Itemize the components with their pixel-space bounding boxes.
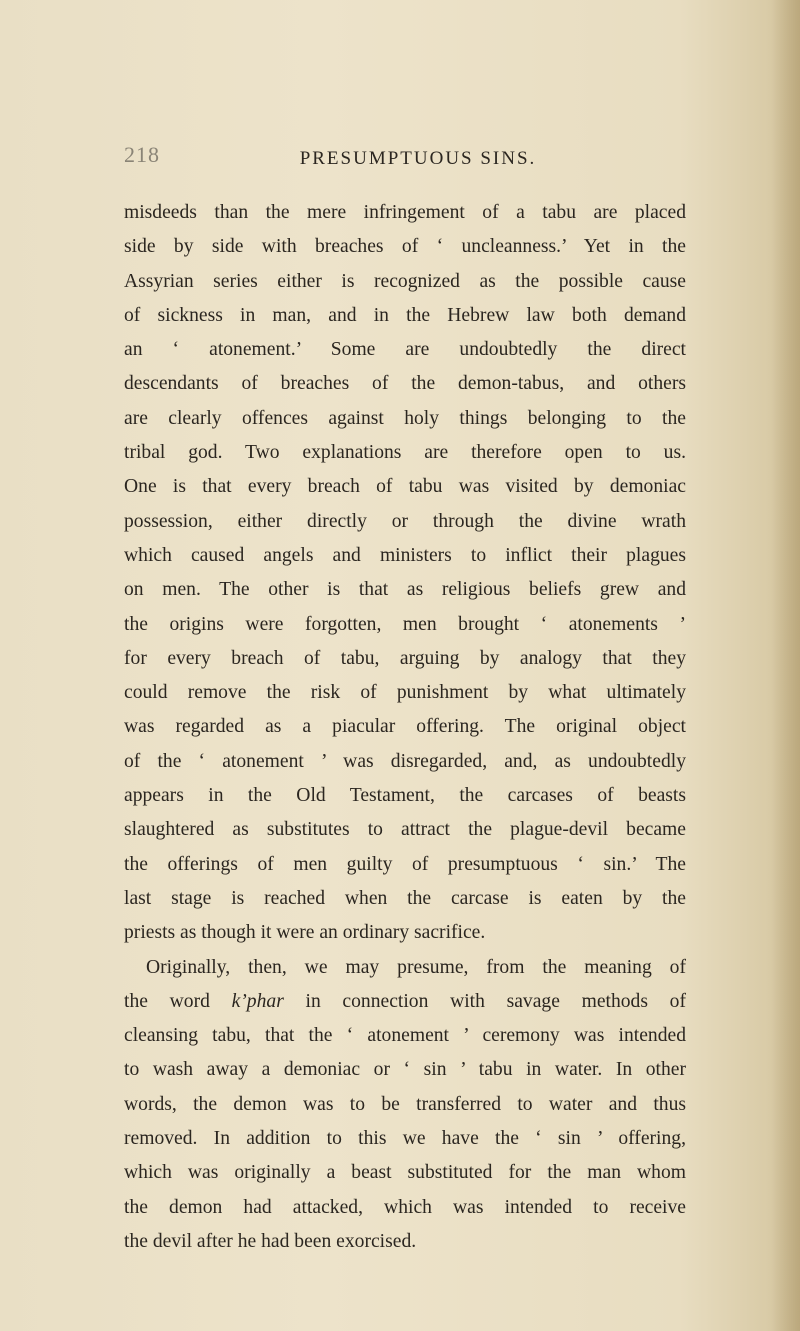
page-edge-shadow [772, 0, 800, 1331]
text-line: of the ‘ atonement ’ was disregarded, and, as undoubtedly [124, 750, 686, 772]
text-line: Originally, then, we may presume, from the meaning of [146, 956, 686, 978]
text-line: the demon had attacked, which was intended to receive [124, 1196, 686, 1218]
text-line: One is that every breach of tabu was visited by demoniac [124, 476, 686, 498]
text-line: the origins were forgotten, men brought ‘ atonements ’ [124, 613, 686, 635]
text-line: on men. The other is that as religious beliefs grew and [124, 579, 686, 601]
text-line: the word k’phar in connection with savage methods of [124, 990, 686, 1012]
text-line: possession, either directly or through the divine wrath [124, 510, 686, 532]
text-line: slaughtered as substitutes to attract the plague-devil became [124, 819, 686, 841]
text-line: to wash away a demoniac or ‘ sin ’ tabu in water. In other [124, 1059, 686, 1081]
text-line: the offerings of men guilty of presumptuous ‘ sin.’ The [124, 853, 686, 875]
text-line: words, the demon was to be transferred to water and thus [124, 1093, 686, 1115]
text-line: appears in the Old Testament, the carcases of beasts [124, 785, 686, 807]
text-line: Assyrian series either is recognized as the possible cause [124, 270, 686, 292]
italic-term: k’phar [231, 990, 284, 1012]
text-line: which was originally a beast substituted for the man whom [124, 1162, 686, 1184]
text-line: could remove the risk of punishment by what ultimately [124, 682, 686, 704]
running-head: PRESUMPTUOUS SINS. [299, 148, 537, 169]
text-line: an ‘ atonement.’ Some are undoubtedly the direct [124, 339, 686, 361]
body-text [124, 196, 686, 1259]
text-line: which caused angels and ministers to inflict their plagues [124, 544, 686, 566]
text-line: of sickness in man, and in the Hebrew law both demand [124, 304, 686, 326]
text-line: removed. In addition to this we have the ‘ sin ’ offering, [124, 1128, 686, 1150]
text-line: descendants of breaches of the demon-tabus, and others [124, 373, 686, 395]
text-line: for every breach of tabu, arguing by analogy that they [124, 647, 686, 669]
text-line: misdeeds than the mere infringement of a tabu are placed [124, 202, 686, 223]
text-line: side by side with breaches of ‘ uncleanness.’ Yet in the [124, 236, 686, 258]
text-line: the devil after he had been exorcised. [124, 1230, 417, 1252]
text-line: tribal god. Two explanations are therefore open to us. [124, 442, 686, 464]
text-line: was regarded as a piacular offering. The original object [124, 716, 686, 738]
text-line: last stage is reached when the carcase is eaten by the [124, 887, 686, 909]
page-number: 218 [124, 142, 160, 167]
text-line: priests as though it were an ordinary sacrifice. [124, 922, 486, 944]
text-line: are clearly offences against holy things belonging to the [124, 407, 686, 429]
text-line: cleansing tabu, that the ‘ atonement ’ ceremony was intended [124, 1025, 686, 1047]
